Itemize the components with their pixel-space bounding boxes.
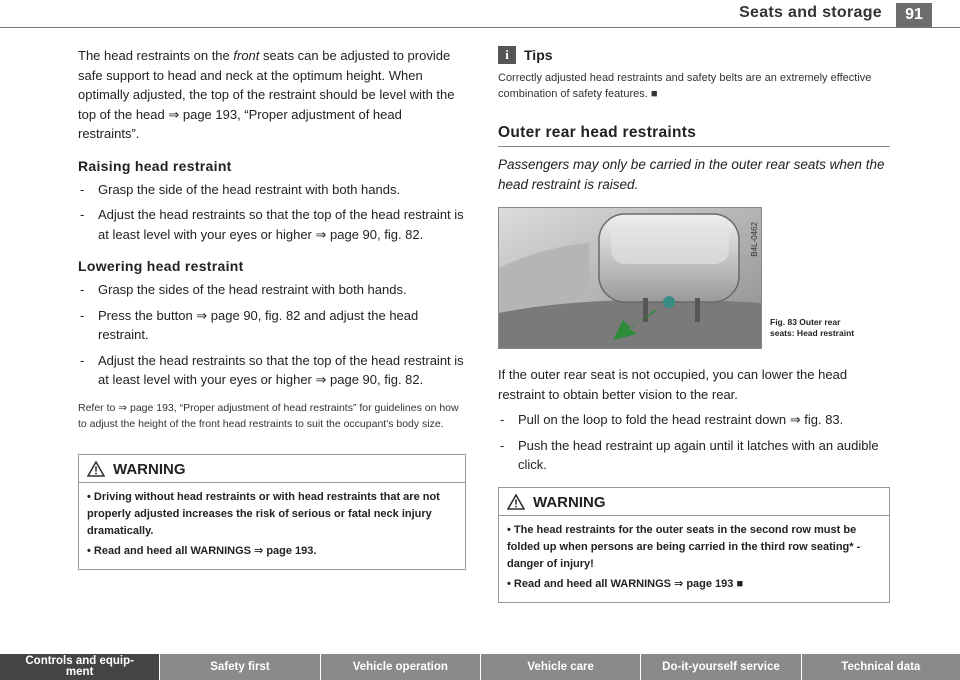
page-header-title: Seats and storage [739, 4, 882, 21]
intro-text-a: The head restraints on the [78, 48, 234, 63]
footer-tab-label: Controls and equip- [25, 655, 134, 667]
rear-paragraph: If the outer rear seat is not occupied, you can lower the head restraint to obtain better vision to the rear. [498, 367, 848, 402]
warning-body [499, 516, 889, 602]
intro-paragraph [78, 46, 466, 144]
warning-title: WARNING [533, 493, 606, 511]
tips-title: Tips [524, 47, 553, 63]
section-title: Outer rear head restraints [498, 124, 890, 147]
reference-note: Refer to ⇒ page 193, “Proper adjustment of head restraints” for guidelines on how to adjust the height of the front head restraints to suit the occupant's body size. [78, 401, 459, 430]
warning-item: • The head restraints for the outer seats in the second row must be folded up when persons are being carried in the third row seating* - danger of injury! [507, 523, 861, 570]
lowering-step-1: - Grasp the sides of the head restraint with both hands. [78, 280, 466, 300]
warning-header [79, 455, 465, 483]
rear-seat-illustration [499, 208, 761, 348]
figure-caption-line-2: seats: Head restraint [770, 328, 855, 338]
footer-tab-diy[interactable]: Do-it-yourself service [641, 654, 801, 680]
intro-text-b: seats can be adjusted to provide safe support to head and neck at the optimum height. When optimally adjusted, the top of the restraint should be level with the top of the head ⇒ page 193, “Proper adjustment of head restraints”. [78, 48, 455, 141]
rear-step-2: - Push the head restraint up again until it latches with an audible click. [498, 436, 890, 475]
warning-triangle-icon [507, 494, 525, 510]
section-lead: Passengers may only be carried in the outer rear seats when the head restraint is raised. [498, 157, 885, 192]
tips-text: Correctly adjusted head restraints and safety belts are an extremely effective combination of safety features. ■ [498, 72, 872, 100]
right-column [498, 46, 890, 603]
left-column [78, 46, 466, 570]
raising-step-2: - Adjust the head restraints so that the top of the head restraint is at least level with your eyes or higher ⇒ page 90, fig. 82. [78, 205, 466, 244]
rear-step-1: - Pull on the loop to fold the head restraint down ⇒ fig. 83. [498, 410, 890, 430]
footer-tab-controls[interactable] [0, 654, 160, 680]
warning-body [79, 483, 465, 569]
lowering-heading: Lowering head restraint [78, 258, 244, 274]
warning-item: • Driving without head restraints or with head restraints that are not properly adjusted increases the risk of serious or fatal neck injury dramatically. [87, 490, 440, 537]
raising-heading: Raising head restraint [78, 157, 232, 174]
warning-triangle-icon [87, 461, 105, 477]
head-restraint-figure [498, 207, 762, 349]
warning-box-left [78, 454, 466, 570]
warning-title: WARNING [113, 460, 186, 478]
intro-emphasis: front [233, 48, 260, 63]
footer-tab-label: ment [65, 666, 94, 678]
figure-code: B4L-0462 [750, 222, 759, 257]
figure-caption [770, 317, 854, 339]
footer-tab-operation[interactable]: Vehicle operation [321, 654, 481, 680]
footer-tab-safety[interactable]: Safety first [160, 654, 320, 680]
warning-box-right [498, 487, 890, 603]
figure-block [498, 207, 890, 347]
info-icon: i [498, 46, 516, 64]
lowering-step-3: - Adjust the head restraints so that the top of the head restraint is at least level with your eyes or higher ⇒ page 90, fig. 82. [78, 351, 466, 390]
lowering-step-2: - Press the button ⇒ page 90, fig. 82 and adjust the head restraint. [78, 306, 466, 345]
page-number-badge: 91 [896, 3, 932, 27]
header-rule [0, 27, 960, 28]
warning-item: • Read and heed all WARNINGS ⇒ page 193. [87, 544, 317, 557]
warning-item: • Read and heed all WARNINGS ⇒ page 193 ■ [507, 577, 744, 590]
footer-nav [0, 654, 960, 680]
warning-header [499, 488, 889, 516]
tips-header [498, 46, 890, 64]
raising-step-1: - Grasp the side of the head restraint with both hands. [78, 180, 466, 200]
figure-caption-line-1: Fig. 83 Outer rear [770, 317, 841, 327]
footer-tab-technical[interactable]: Technical data [802, 654, 960, 680]
footer-tab-care[interactable]: Vehicle care [481, 654, 641, 680]
